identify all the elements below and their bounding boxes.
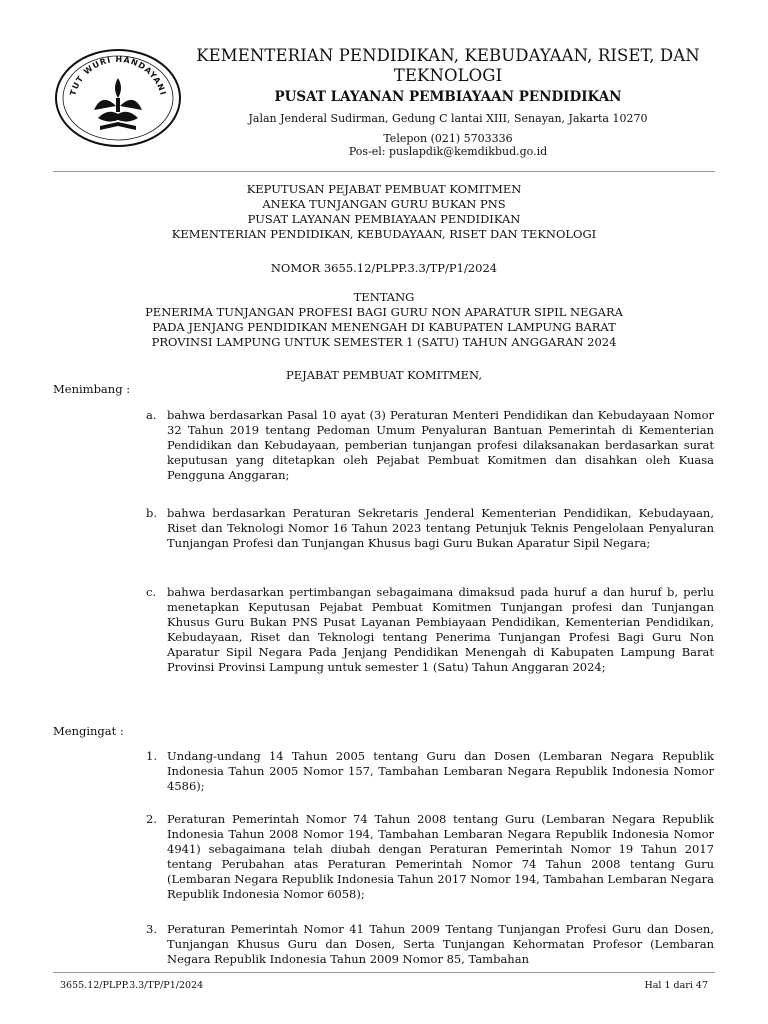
page-indicator: Hal 1 dari 47 — [644, 980, 708, 991]
item-marker: b. — [146, 506, 158, 520]
footer-divider — [53, 972, 715, 973]
item-marker: 1. — [146, 749, 157, 763]
tut-wuri-handayani-emblem-icon — [54, 48, 182, 148]
item-marker: 3. — [146, 922, 157, 936]
decree-title-line: ANEKA TUNJANGAN GURU BUKAN PNS — [262, 197, 506, 211]
item-marker: c. — [146, 585, 157, 599]
tentang-label: TENTANG — [353, 290, 415, 304]
header-divider — [53, 171, 715, 172]
mengingat-label: Mengingat : — [53, 724, 124, 738]
subject-line: PENERIMA TUNJANGAN PROFESI BAGI GURU NON APARATUR SIPIL NEGARA — [145, 305, 623, 319]
item-text: Peraturan Pemerintah Nomor 74 Tahun 2008 tentang Guru (Lembaran Negara Republik Indonesia Tahun 2008 Nomor 194, Tambahan Lembaran Negara Republik Indonesia Nomor 4941) sebagaimana telah diubah dengan Peraturan Pemerintah Nomor 19 Tahun 2017 tentang Perubahan atas Peraturan Pemerintah Nomor 74 Tahun 2008 tentang Guru (Lembaran Negara Republik Indonesia Tahun 2017 Nomor 194, Tambahan Lembaran Negara Republik Indonesia Nomor 6058); — [167, 812, 714, 901]
center-name: PUSAT LAYANAN PEMBIAYAAN PENDIDIKAN — [274, 89, 622, 105]
menimbang-item — [146, 408, 714, 483]
item-text: Undang-undang 14 Tahun 2005 tentang Guru dan Dosen (Lembaran Negara Republik Indonesia Tahun 2005 Nomor 157, Tambahan Lembaran Negara Republik Indonesia Nomor 4586); — [167, 749, 714, 793]
phone: Telepon (021) 5703336 — [383, 132, 513, 145]
decree-number: NOMOR 3655.12/PLPP.3.3/TP/P1/2024 — [270, 261, 498, 275]
ministry-logo — [54, 48, 182, 148]
item-marker: a. — [146, 408, 157, 422]
ministry-name — [182, 46, 714, 86]
mengingat-item — [146, 922, 714, 967]
item-text: bahwa berdasarkan Peraturan Sekretaris Jenderal Kementerian Pendidikan, Kebudayaan, Riset dan Teknologi Nomor 16 Tahun 2023 tentang Petunjuk Teknis Pengelolaan Penyaluran Tunjangan Profesi dan Tunjangan Khusus bagi Guru Bukan Aparatur Sipil Negara; — [167, 506, 714, 550]
item-marker: 2. — [146, 812, 157, 826]
mengingat-item — [146, 749, 714, 794]
official-title: PEJABAT PEMBUAT KOMITMEN, — [285, 368, 483, 382]
item-text: bahwa berdasarkan Pasal 10 ayat (3) Peraturan Menteri Pendidikan dan Kebudayaan Nomor 32 Tahun 2019 tentang Pedoman Umum Penyaluran Bantuan Pemerintah di Kementerian Pendidikan dan Kebudayaan, pemberian tunjangan profesi dilaksanakan berdasarkan surat keputusan yang ditetapkan oleh Pejabat Pembuat Komitmen dan disahkan oleh Kuasa Pengguna Anggaran; — [167, 408, 714, 482]
decree-title — [53, 182, 715, 242]
mengingat-item — [146, 812, 714, 902]
menimbang-label: Menimbang : — [53, 382, 131, 396]
decree-subject — [53, 290, 715, 350]
decree-title-line: PUSAT LAYANAN PEMBIAYAAN PENDIDIKAN — [247, 212, 521, 226]
item-text: Peraturan Pemerintah Nomor 41 Tahun 2009 Tentang Tunjangan Profesi Guru dan Dosen, Tunjangan Khusus Guru dan Dosen, Serta Tunjangan Kehormatan Profesor (Lembaran Negara Republik Indonesia Tahun 2009 Nomor 85, Tambahan — [167, 922, 714, 966]
menimbang-item — [146, 506, 714, 551]
menimbang-item — [146, 585, 714, 675]
decree-title-line: KEPUTUSAN PEJABAT PEMBUAT KOMITMEN — [246, 182, 522, 196]
address: Jalan Jenderal Sudirman, Gedung C lantai XIII, Senayan, Jakarta 10270 — [248, 112, 648, 125]
svg-text:TUT WURI HANDAYANI: TUT WURI HANDAYANI — [68, 54, 168, 97]
email: Pos-el: puslapdik@kemdikbud.go.id — [348, 145, 548, 158]
footer-doc-number: 3655.12/PLPP.3.3/TP/P1/2024 — [60, 980, 204, 991]
decree-title-line: KEMENTERIAN PENDIDIKAN, KEBUDAYAAN, RISET DAN TEKNOLOGI — [171, 227, 597, 241]
ministry-name-line2: TEKNOLOGI — [393, 66, 503, 85]
subject-line: PROVINSI LAMPUNG UNTUK SEMESTER 1 (SATU) TAHUN ANGGARAN 2024 — [151, 335, 617, 349]
subject-line: PADA JENJANG PENDIDIKAN MENENGAH DI KABUPATEN LAMPUNG BARAT — [152, 320, 616, 334]
ministry-name-line1: KEMENTERIAN PENDIDIKAN, KEBUDAYAAN, RISET, DAN — [196, 46, 700, 65]
item-text: bahwa berdasarkan pertimbangan sebagaimana dimaksud pada huruf a dan huruf b, perlu menetapkan Keputusan Pejabat Pembuat Komitmen Tunjangan profesi dan Tunjangan Khusus Guru Bukan PNS Pusat Layanan Pembiayaan Pendidikan, Kementerian Pendidikan, Kebudayaan, Riset dan Teknologi tentang Penerima Tunjangan Profesi Bagi Guru Non Aparatur Sipil Negara Pada Jenjang Pendidikan Menengah di Kabupaten Lampung Barat Provinsi Provinsi Lampung untuk semester 1 (Satu) Tahun Anggaran 2024; — [167, 585, 714, 674]
